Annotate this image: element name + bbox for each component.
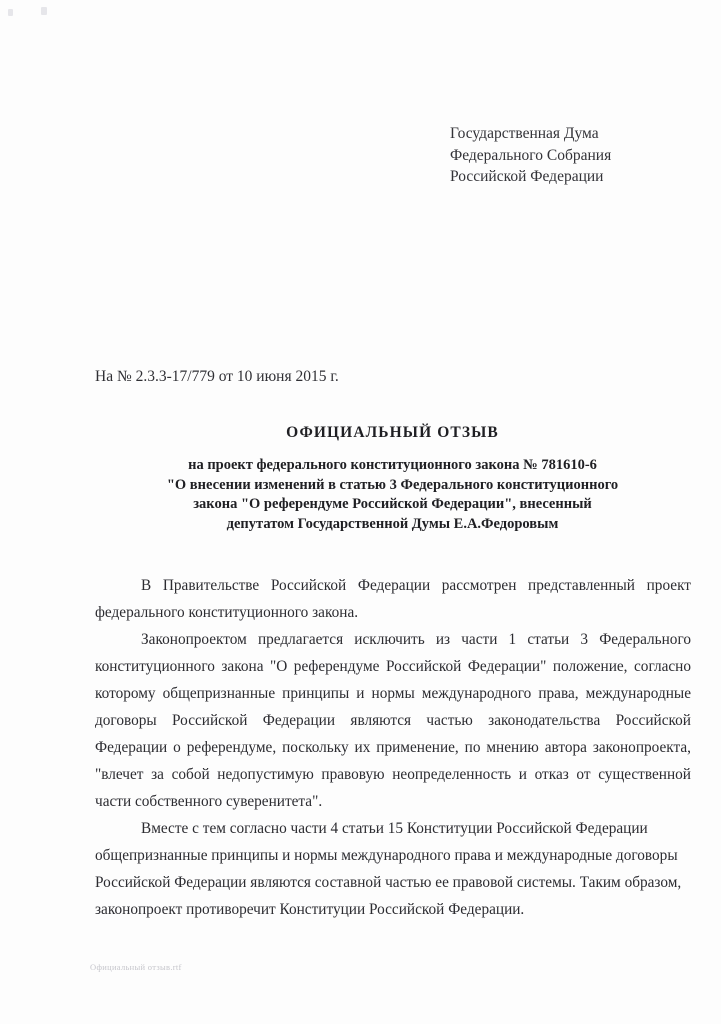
- addressee-line-1: Государственная Дума: [450, 125, 599, 142]
- document-body: [95, 572, 691, 923]
- page-title: ОФИЦИАЛЬНЫЙ ОТЗЫВ: [286, 424, 499, 441]
- addressee-line-2: Федерального Собрания: [450, 146, 612, 164]
- reference-line: На № 2.3.3-17/779 от 10 июня 2015 г.: [95, 368, 339, 385]
- body-paragraph: Вместе с тем согласно части 4 статьи 15 Конституции Российской Федерации общепризнанные принципы и нормы международного права и международные договоры Российской Федерации являются составной частью ее правовой системы. Таким образом, законопроект противоречит Конституции Российской Федерации.: [95, 820, 682, 918]
- scan-artifact-icon: [8, 9, 13, 16]
- title-block: [95, 424, 690, 534]
- scan-artifact-icon: [41, 7, 47, 15]
- addressee-block: [450, 123, 611, 188]
- subtitle-line-4: депутатом Государственной Думы Е.А.Федоровым: [226, 515, 559, 532]
- addressee-line-3: Российской Федерации: [450, 168, 604, 185]
- body-paragraph: В Правительстве Российской Федерации рассмотрен представленный проект федерального конституционного закона.: [95, 577, 691, 621]
- subtitle-line-2: "О внесении изменений в статью 3 Федерального конституционного: [166, 476, 619, 493]
- body-paragraph: Законопроектом предлагается исключить из части 1 статьи 3 Федерального конституционного закона "О референдуме Российской Федерации" положение, согласно которому общепризнанные принципы и нормы международного права, международные договоры Российской Федерации являются частью законодательства Российской Федерации о референдуме, поскольку их применение, по мнению автора законопроекта, "влечет за собой недопустимую правовую неопределенность и отказ от существенной части собственного суверенитета".: [95, 631, 691, 810]
- subtitle-line-1: на проект федерального конституционного закона № 781610-6: [188, 457, 597, 473]
- source-file-note: Официальный отзыв.rtf: [90, 962, 182, 972]
- subtitle-line-3: закона "О референдуме Российской Федерации", внесенный: [193, 496, 592, 512]
- document-subtitle: [95, 456, 690, 534]
